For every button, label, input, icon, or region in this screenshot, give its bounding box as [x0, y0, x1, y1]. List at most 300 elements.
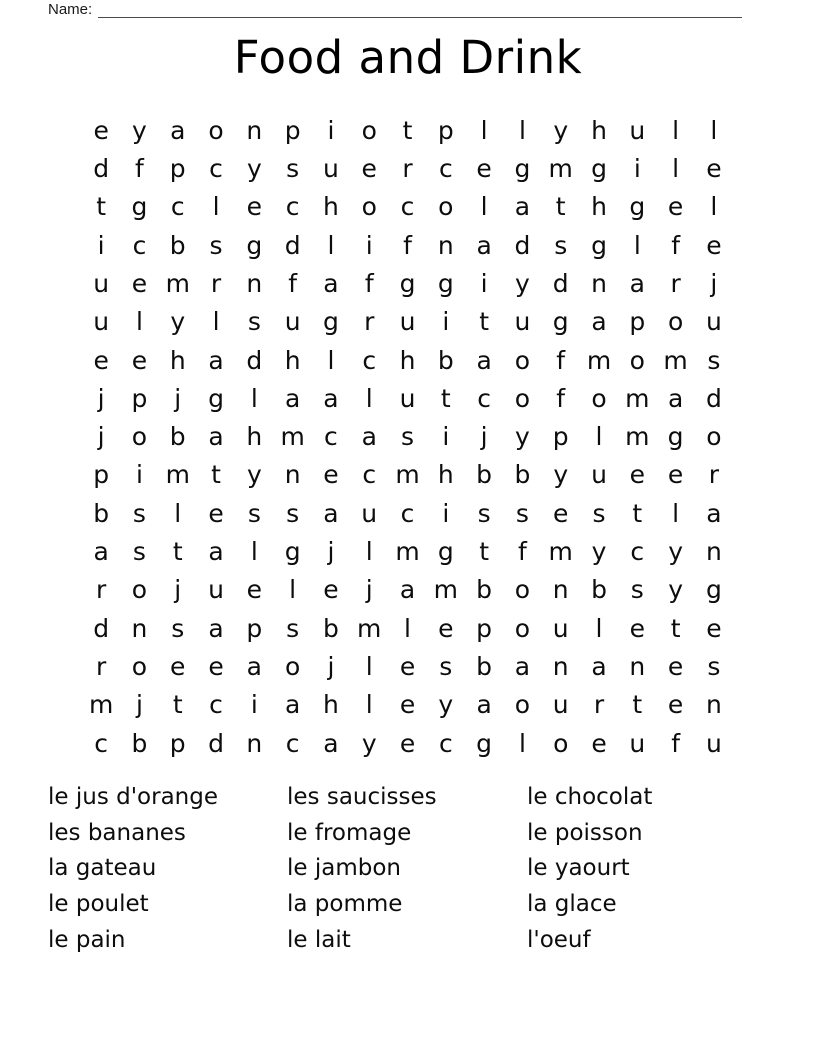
grid-letter: e [629, 460, 645, 490]
grid-letter: e [399, 652, 416, 682]
grid-letter: d [514, 230, 531, 260]
grid-letter: o [591, 383, 607, 413]
grid-letter: e [667, 460, 684, 490]
grid-letter: c [170, 192, 185, 222]
grid-letter: s [515, 498, 529, 528]
grid-letter: f [518, 537, 527, 567]
grid-letter: a [476, 345, 492, 375]
grid-letter: m [548, 153, 573, 183]
grid-letter: u [591, 460, 607, 490]
grid-letter: e [131, 268, 148, 298]
word-list [48, 780, 788, 959]
grid-letter: u [514, 307, 531, 337]
grid-letter: e [399, 728, 416, 758]
grid-letter: t [479, 307, 490, 337]
grid-letter: a [246, 652, 262, 682]
grid-letter: h [591, 115, 607, 145]
grid-letter: a [591, 652, 607, 682]
grid-letter: a [208, 613, 224, 643]
grid-letter: n [246, 268, 263, 298]
grid-letter: l [518, 115, 526, 145]
grid-letter: e [323, 575, 339, 605]
grid-letter: t [670, 613, 681, 643]
grid-letter: u [705, 728, 722, 758]
grid-letter: u [361, 498, 378, 528]
grid-letter: g [552, 307, 569, 337]
grid-letter: t [402, 115, 413, 145]
grid-letter: l [327, 230, 335, 260]
grid-letter: s [132, 498, 146, 528]
grid-letter: t [632, 498, 643, 528]
grid-letter: o [438, 192, 454, 222]
grid-letter: r [364, 307, 375, 337]
grid-letter: n [284, 460, 301, 490]
grid-letter: m [88, 690, 114, 720]
grid-letter: a [706, 498, 722, 528]
grid-letter: r [210, 268, 222, 298]
grid-letter: i [480, 268, 488, 298]
grid-letter: l [710, 115, 718, 145]
grid-letter: j [97, 422, 105, 452]
grid-letter: y [246, 153, 262, 183]
grid-letter: y [515, 268, 530, 298]
grid-letter: a [476, 230, 492, 260]
grid-letter: c [362, 460, 377, 490]
grid-letter: s [401, 422, 415, 452]
grid-letter: e [246, 575, 263, 605]
grid-letter: f [135, 153, 144, 183]
grid-letter: o [131, 422, 148, 452]
grid-letter: a [323, 383, 339, 413]
word-list-item: le pain [48, 926, 126, 953]
grid-letter: y [132, 115, 147, 145]
grid-letter: p [246, 613, 263, 643]
grid-letter: l [365, 652, 373, 682]
grid-letter: r [670, 268, 681, 298]
grid-letter: i [135, 460, 143, 490]
grid-letter: t [211, 460, 221, 490]
grid-letter: u [552, 613, 569, 643]
grid-letter: f [403, 230, 412, 260]
grid-letter: y [591, 537, 607, 567]
word-list-item: le fromage [287, 819, 412, 846]
grid-letter: g [246, 230, 263, 260]
grid-letter: a [284, 383, 301, 413]
word-list-item: le poulet [48, 891, 149, 918]
grid-letter: a [514, 192, 531, 222]
grid-letter: g [629, 192, 646, 222]
grid-letter: l [250, 537, 258, 567]
grid-letter: s [707, 345, 721, 375]
grid-letter: u [399, 307, 416, 337]
grid-letter: l [212, 307, 220, 337]
grid-letter: o [361, 115, 377, 145]
grid-letter: g [667, 422, 684, 452]
grid-letter: c [362, 345, 377, 375]
grid-letter: e [667, 690, 684, 720]
grid-letter: i [365, 230, 373, 260]
grid-letter: m [548, 537, 573, 567]
name-label: Name: [48, 1, 93, 18]
grid-letter: a [323, 728, 339, 758]
grid-letter: e [93, 115, 109, 145]
grid-letter: b [93, 498, 110, 528]
grid-letter: e [93, 345, 109, 375]
grid-letter: l [595, 422, 603, 452]
grid-letter: o [706, 422, 722, 452]
grid-letter: a [514, 652, 531, 682]
grid-letter: g [514, 153, 531, 183]
grid-letter: t [440, 383, 451, 413]
grid-letter: g [591, 153, 607, 183]
grid-letter: g [131, 192, 148, 222]
grid-letter: l [365, 690, 373, 720]
grid-letter: j [327, 537, 335, 567]
grid-letter: l [404, 613, 411, 643]
word-list-item: la pomme [287, 891, 403, 918]
grid-letter: s [554, 230, 568, 260]
grid-letter: a [284, 690, 301, 720]
grid-letter: a [208, 422, 224, 452]
grid-letter: b [591, 575, 607, 605]
grid-letter: l [327, 345, 335, 375]
grid-letter: c [94, 728, 109, 758]
grid-letter: t [96, 192, 107, 222]
grid-letter: y [668, 575, 683, 605]
word-list-item: les saucisses [287, 784, 437, 810]
grid-letter: u [399, 383, 416, 413]
word-column [527, 780, 767, 959]
grid-letter: l [289, 575, 297, 605]
grid-letter: a [399, 575, 416, 605]
grid-letter: j [135, 690, 143, 720]
grid-letter: a [361, 422, 377, 452]
grid-letter: y [553, 115, 569, 145]
grid-letter: p [476, 613, 493, 643]
grid-letter: s [247, 498, 261, 528]
grid-letter: m [663, 345, 688, 375]
grid-letter: c [400, 498, 415, 528]
grid-letter: c [132, 230, 147, 260]
grid-letter: d [93, 153, 110, 183]
grid-letter: r [96, 652, 107, 682]
grid-letter: s [209, 230, 223, 260]
grid-letter: j [480, 422, 488, 452]
grid-letter: t [172, 537, 183, 567]
grid-letter: o [514, 345, 531, 375]
grid-letter: l [480, 192, 488, 222]
grid-letter: i [442, 498, 450, 528]
grid-letter: f [671, 230, 680, 260]
word-list-item: le poisson [527, 819, 643, 846]
grid-letter: o [553, 728, 569, 758]
grid-letter: u [208, 575, 224, 605]
grid-letter: c [209, 690, 223, 720]
grid-letter: e [591, 728, 607, 758]
grid-letter: r [402, 153, 413, 183]
grid-letter: b [476, 652, 493, 682]
grid-letter: p [552, 422, 569, 452]
grid-letter: h [399, 345, 416, 375]
grid-letter: i [442, 307, 450, 337]
grid-letter: m [395, 460, 420, 490]
grid-letter: l [518, 728, 526, 758]
grid-letter: j [97, 383, 105, 413]
grid-letter: g [705, 575, 722, 605]
word-list-item: la glace [527, 891, 617, 918]
grid-letter: l [672, 498, 680, 528]
grid-letter: n [705, 537, 722, 567]
grid-letter: f [556, 345, 566, 375]
grid-letter: j [365, 575, 373, 605]
grid-letter: n [246, 728, 263, 758]
grid-letter: e [208, 652, 224, 682]
grid-letter: u [93, 268, 110, 298]
grid-letter: i [633, 153, 641, 183]
grid-letter: c [400, 192, 415, 222]
grid-letter: m [625, 422, 650, 452]
grid-letter: a [208, 345, 224, 375]
grid-letter: s [286, 153, 300, 183]
grid-letter: d [93, 613, 110, 643]
grid-letter: a [323, 268, 339, 298]
grid-letter: e [667, 192, 684, 222]
grid-letter: m [280, 422, 305, 452]
word-list-item: le yaourt [527, 855, 630, 882]
grid-letter: p [93, 460, 110, 490]
grid-letter: a [476, 690, 492, 720]
grid-letter: t [172, 690, 183, 720]
grid-letter: e [553, 498, 569, 528]
word-list-item: le chocolat [527, 784, 653, 810]
grid-letter: j [710, 268, 718, 298]
grid-letter: o [514, 383, 531, 413]
grid-letter: o [629, 345, 645, 375]
grid-letter: c [438, 153, 453, 183]
grid-letter: e [706, 153, 722, 183]
grid-letter: o [361, 192, 377, 222]
grid-letter: b [476, 460, 493, 490]
grid-letter: e [208, 498, 224, 528]
grid-letter: j [327, 652, 335, 682]
grid-letter: c [630, 537, 645, 567]
grid-letter: n [246, 115, 263, 145]
grid-letter: m [165, 460, 190, 490]
grid-letter: i [442, 422, 450, 452]
word-list-item: les bananes [48, 819, 186, 846]
grid-letter: y [246, 460, 262, 490]
grid-letter: f [288, 268, 298, 298]
grid-letter: h [591, 192, 607, 222]
grid-letter: g [437, 537, 454, 567]
grid-letter: d [208, 728, 224, 758]
grid-letter: b [514, 460, 531, 490]
grid-letter: n [552, 575, 569, 605]
grid-letter: d [705, 383, 722, 413]
grid-letter: r [708, 460, 720, 490]
grid-letter: e [706, 613, 722, 643]
grid-letter: p [629, 307, 646, 337]
grid-letter: h [323, 192, 339, 222]
grid-letter: m [625, 383, 650, 413]
word-list-item: le jambon [287, 855, 401, 882]
grid-letter: g [322, 307, 339, 337]
word-list-item: le jus d'orange [48, 784, 218, 810]
grid-letter: a [93, 537, 109, 567]
grid-letter: a [323, 498, 339, 528]
grid-letter: e [476, 153, 492, 183]
grid-letter: d [284, 230, 301, 260]
grid-letter: t [479, 537, 490, 567]
grid-letter: h [246, 422, 263, 452]
grid-letter: s [171, 613, 185, 643]
page-title: Food and Drink [233, 31, 583, 84]
grid-letter: l [365, 383, 373, 413]
grid-letter: o [284, 652, 301, 682]
grid-letter: g [284, 537, 301, 567]
grid-letter: c [477, 383, 491, 413]
grid-letter: n [437, 230, 454, 260]
grid-letter: r [593, 690, 605, 720]
grid-letter: a [170, 115, 186, 145]
wordsearch-grid [82, 111, 733, 762]
grid-letter: b [322, 613, 339, 643]
grid-letter: l [710, 192, 718, 222]
grid-letter: l [135, 307, 143, 337]
grid-letter: f [364, 268, 374, 298]
name-fill-line [98, 3, 742, 18]
word-list-item: l'oeuf [527, 926, 591, 953]
grid-letter: c [285, 728, 300, 758]
grid-letter: c [285, 192, 300, 222]
grid-letter: j [174, 383, 182, 413]
grid-letter: i [250, 690, 258, 720]
grid-letter: i [97, 230, 105, 260]
grid-letter: m [395, 537, 420, 567]
grid-letter: g [476, 728, 493, 758]
grid-letter: y [553, 460, 569, 490]
grid-letter: d [552, 268, 569, 298]
grid-letter: l [672, 153, 680, 183]
grid-letter: e [706, 230, 722, 260]
grid-letter: y [668, 537, 683, 567]
grid-letter: a [591, 307, 607, 337]
grid-letter: o [208, 115, 224, 145]
grid-letter: e [399, 690, 416, 720]
grid-letter: m [165, 268, 190, 298]
grid-letter: p [131, 383, 148, 413]
grid-letter: s [630, 575, 644, 605]
grid-letter: s [439, 652, 453, 682]
grid-letter: n [629, 652, 646, 682]
grid-letter: c [324, 422, 338, 452]
grid-letter: o [131, 652, 148, 682]
grid-letter: r [96, 575, 107, 605]
grid-letter: t [632, 690, 643, 720]
grid-letter: y [438, 690, 454, 720]
grid-letter: g [591, 230, 607, 260]
grid-letter: e [323, 460, 339, 490]
grid-letter: h [169, 345, 186, 375]
grid-letter: m [357, 613, 382, 643]
grid-letter: p [169, 153, 186, 183]
grid-letter: e [438, 613, 454, 643]
grid-letter: u [323, 153, 339, 183]
word-column [48, 780, 287, 959]
grid-letter: e [361, 153, 377, 183]
name-row [48, 1, 742, 18]
grid-letter: s [247, 307, 261, 337]
grid-letter: u [552, 690, 569, 720]
grid-letter: c [209, 153, 223, 183]
grid-letter: j [174, 575, 182, 605]
grid-letter: g [208, 383, 224, 413]
grid-letter: u [93, 307, 110, 337]
grid-letter: h [284, 345, 301, 375]
grid-letter: c [438, 728, 453, 758]
grid-letter: s [707, 652, 721, 682]
grid-letter: o [514, 575, 531, 605]
grid-letter: l [595, 613, 603, 643]
word-column [287, 780, 527, 959]
grid-letter: y [515, 422, 530, 452]
grid-letter: o [131, 575, 148, 605]
grid-letter: l [250, 383, 258, 413]
grid-letter: a [629, 268, 645, 298]
grid-letter: m [586, 345, 612, 375]
grid-letter: l [365, 537, 373, 567]
grid-letter: b [169, 422, 186, 452]
grid-letter: e [629, 613, 645, 643]
grid-letter: o [667, 307, 684, 337]
grid-letter: o [514, 690, 531, 720]
grid-letter: n [131, 613, 148, 643]
grid-letter: s [286, 613, 300, 643]
grid-letter: l [480, 115, 488, 145]
grid-letter: n [552, 652, 569, 682]
grid-letter: f [556, 383, 566, 413]
grid-letter: l [174, 498, 182, 528]
grid-letter: l [212, 192, 220, 222]
grid-letter: f [671, 728, 680, 758]
grid-letter: e [246, 192, 263, 222]
grid-letter: e [667, 652, 684, 682]
grid-letter: s [132, 537, 146, 567]
grid-letter: l [672, 115, 680, 145]
grid-letter: s [477, 498, 491, 528]
grid-letter: s [592, 498, 606, 528]
grid-letter: b [169, 230, 186, 260]
grid-letter: m [433, 575, 458, 605]
grid-letter: g [399, 268, 416, 298]
grid-letter: u [284, 307, 301, 337]
word-list-item: la gateau [48, 855, 157, 882]
grid-letter: e [170, 652, 186, 682]
grid-letter: o [514, 613, 531, 643]
grid-letter: u [705, 307, 722, 337]
grid-letter: u [629, 115, 646, 145]
grid-letter: y [170, 307, 186, 337]
grid-letter: a [667, 383, 684, 413]
grid-letter: n [591, 268, 607, 298]
grid-letter: g [437, 268, 454, 298]
grid-letter: y [361, 728, 377, 758]
grid-letter: b [476, 575, 493, 605]
grid-letter: e [131, 345, 148, 375]
grid-letter: u [629, 728, 646, 758]
grid-letter: s [286, 498, 300, 528]
grid-letter: p [437, 115, 454, 145]
